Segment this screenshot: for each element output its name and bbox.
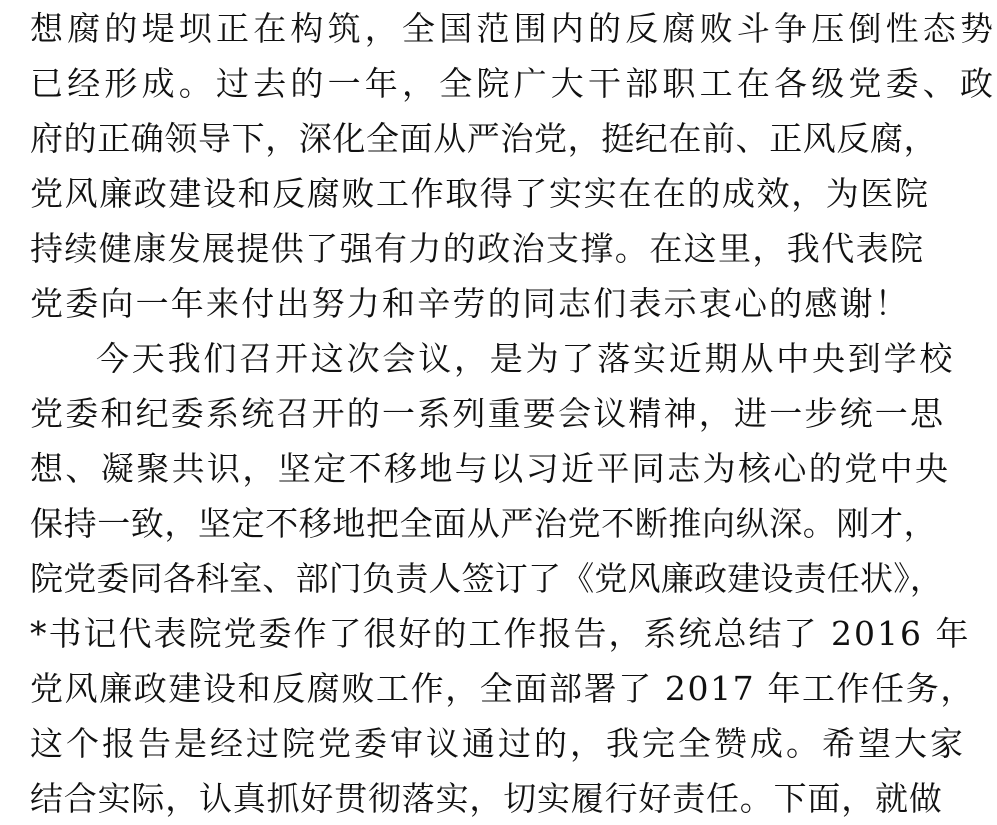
text-line: 这个报告是经过院党委审议通过的，我完全赞成。希望大家 xyxy=(30,724,966,763)
paragraph-start-line: 今天我们召开这次会议，是为了落实近期从中央到学校 xyxy=(96,339,956,378)
text-line: 院党委同各科室、部门负责人签订了《党风廉政建设责任状》， xyxy=(30,559,944,598)
text-line: 党委向一年来付出努力和辛劳的同志们表示衷心的感谢！ xyxy=(30,284,910,323)
text-line: 党委和纪委系统召开的一系列重要会议精神，进一步统一思 xyxy=(30,394,946,433)
text-line: 党风廉政建设和反腐败工作，全面部署了 2017 年工作任务， xyxy=(30,669,975,708)
text-line: 已经形成。过去的一年，全院广大干部职工在各级党委、政 xyxy=(30,64,997,103)
text-line: 想、凝聚共识，坚定不移地与以习近平同志为核心的党中央 xyxy=(30,449,951,488)
text-line: 持续健康发展提供了强有力的政治支撑。在这里，我代表院 xyxy=(30,229,925,268)
text-line: 保持一致，坚定不移地把全面从严治党不断推向纵深。刚才， xyxy=(30,504,938,543)
text-line: 想腐的堤坝正在构筑，全国范围内的反腐败斗争压倒性态势 xyxy=(30,9,997,48)
text-line: 府的正确领导下，深化全面从严治党，挺纪在前、正风反腐， xyxy=(30,119,938,158)
text-line: 结合实际，认真抓好贯彻落实，切实履行好责任。下面，就做 xyxy=(30,779,943,818)
text-line: 党风廉政建设和反腐败工作取得了实实在在的成效，为医院 xyxy=(30,174,930,213)
text-line: *书记代表院党委作了很好的工作报告，系统总结了 2016 年 xyxy=(30,614,971,653)
